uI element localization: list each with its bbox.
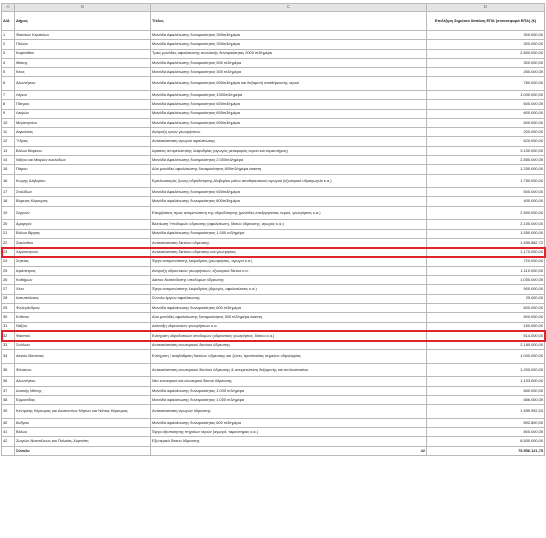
title-cell[interactable]: Διάνοιξη υδρευτικών γεωτρήσεων κ.α. bbox=[151, 322, 427, 331]
title-cell[interactable]: Έργα αντιμετώπισης λειψυδρίας (Αγωγός, αφαλατώσεις κ.α.) bbox=[151, 285, 427, 294]
title-cell[interactable]: Αντικατάσταση αγωγών ύδρευσης bbox=[151, 405, 427, 419]
row-index[interactable]: 24 bbox=[2, 257, 15, 266]
title-cell[interactable]: Μονάδα Αφαλάτωσης δυναμικότητας 500 m3/ημέρα bbox=[151, 58, 427, 67]
title-cell[interactable]: Μονάδα Αφαλάτωσης δυναμικότητας 300 m3/ημέρα bbox=[151, 68, 427, 77]
table-row bbox=[2, 58, 545, 67]
municipality-cell[interactable]: Βόλου bbox=[15, 428, 151, 437]
value-cell[interactable]: 400.000,00 bbox=[427, 197, 545, 206]
title-cell[interactable]: Μονάδα αφαλάτωσης δυναμικότητας 1.000 m3/ημέρα bbox=[151, 396, 427, 405]
municipality-cell[interactable]: Ακτίου Βόνιτσας bbox=[15, 350, 151, 364]
table-row bbox=[2, 248, 545, 257]
table-row bbox=[2, 40, 545, 49]
table-row bbox=[2, 118, 545, 127]
row-index[interactable]: 26 bbox=[2, 276, 15, 285]
municipality-cell[interactable]: Σερρών bbox=[15, 206, 151, 220]
municipality-cell[interactable]: Βόλου Βόρειου bbox=[15, 146, 151, 155]
column-letter-d[interactable]: D bbox=[427, 4, 545, 12]
value-cell[interactable]: 200.000,00 bbox=[427, 128, 545, 137]
title-cell[interactable]: Τρεις μονάδες αφαλάτωσης συνολικής δυναμικότητας 2000 m3/ημέρα bbox=[151, 49, 427, 58]
table-row bbox=[2, 266, 545, 275]
title-cell[interactable]: Ανόρυξη υδρευτικών γεωτρήσεων, εξωτερικό δίκτυο κ.α. bbox=[151, 266, 427, 275]
table-row bbox=[2, 165, 545, 174]
value-cell[interactable]: 1.200.000,00 bbox=[427, 363, 545, 377]
municipality-cell[interactable]: Φαιστών Κερατέων bbox=[15, 31, 151, 40]
table-row bbox=[2, 350, 545, 364]
table-row bbox=[2, 206, 545, 220]
row-index[interactable]: 38 bbox=[2, 396, 15, 405]
municipality-cell[interactable]: Ιεράπετρας bbox=[15, 266, 151, 275]
row-index[interactable]: 6 bbox=[2, 77, 15, 91]
value-cell[interactable]: 2.100.000,00 bbox=[427, 220, 545, 229]
table-row bbox=[2, 418, 545, 427]
title-cell[interactable]: Νέο εσωτερικό και εσωτερικό δίκτυο ύδρευσης bbox=[151, 377, 427, 386]
title-cell[interactable]: Μονάδα Αφαλάτωσης δυναμικότητας 300m3/ημέρα bbox=[151, 31, 427, 40]
row-index[interactable]: 33 bbox=[2, 341, 15, 350]
title-cell[interactable]: Μονάδα Αφαλάτωσης δυναμικότητας 300m3/ημέρα bbox=[151, 40, 427, 49]
row-index[interactable]: 5 bbox=[2, 68, 15, 77]
municipality-cell[interactable]: Φολεγάνδρου bbox=[15, 303, 151, 312]
value-cell[interactable]: 1.110.000,00 bbox=[427, 266, 545, 275]
row-index[interactable]: 13 bbox=[2, 146, 15, 155]
table-row bbox=[2, 313, 545, 322]
row-index[interactable]: 23 bbox=[2, 248, 15, 257]
value-cell[interactable]: 8.500.000,00 bbox=[427, 437, 545, 446]
row-index[interactable]: 7 bbox=[2, 90, 15, 99]
table-row bbox=[2, 428, 545, 437]
value-cell[interactable]: 650.000,00 bbox=[427, 386, 545, 395]
row-index[interactable]: 14 bbox=[2, 156, 15, 165]
value-cell[interactable]: 150.000,00 bbox=[427, 322, 545, 331]
municipality-cell[interactable]: Κύθνου bbox=[15, 313, 151, 322]
value-cell[interactable]: 892.800,00 bbox=[427, 418, 545, 427]
table-row bbox=[2, 285, 545, 294]
title-cell[interactable]: Αντικατάσταση εσωτερικού δικτύου ύδρευσης & αντιμετώπιση δεξαμενής και αντλιοστασίου bbox=[151, 363, 427, 377]
row-index[interactable]: 10 bbox=[2, 118, 15, 127]
municipality-cell[interactable]: Βόλου Βίρρας bbox=[15, 229, 151, 238]
header-index: Α/Α bbox=[2, 12, 15, 31]
value-cell[interactable]: 514.000,00 bbox=[427, 331, 545, 340]
total-value[interactable]: 75.556.121,75 bbox=[427, 446, 545, 456]
table-row bbox=[2, 128, 545, 137]
municipality-cell[interactable]: Ύδρας bbox=[15, 137, 151, 146]
title-cell[interactable]: Μονάδα Αφαλάτωσης δυναμικότητας 1.000 m3/ημέρα bbox=[151, 229, 427, 238]
value-cell[interactable]: 720.000,00 bbox=[427, 257, 545, 266]
municipality-cell[interactable]: Λειψών bbox=[15, 109, 151, 118]
value-cell[interactable]: 2.500.000,00 bbox=[427, 206, 545, 220]
row-index[interactable]: 21 bbox=[2, 229, 15, 238]
value-cell[interactable]: 500.000,00 bbox=[427, 313, 545, 322]
row-index[interactable]: 28 bbox=[2, 294, 15, 303]
municipality-cell[interactable]: Κεντρικής Κέρκυρας και Διαποντίων Νήσων και Νότιας Κέρκυρας bbox=[15, 405, 151, 419]
value-cell[interactable]: 300.000,00 bbox=[427, 31, 545, 40]
municipality-cell[interactable]: Αστυπάλαιας bbox=[15, 294, 151, 303]
municipality-cell[interactable]: Δυτικής Μάνης bbox=[15, 386, 151, 395]
table-row bbox=[2, 363, 545, 377]
title-cell[interactable]: Ενίσχυση / αναβάθμιση δικτύων ύδρευσης και ζώνες προστασίας σημείων υδροληψίας bbox=[151, 350, 427, 364]
table-row bbox=[2, 437, 545, 446]
municipality-cell[interactable]: Άνδρου bbox=[15, 418, 151, 427]
total-count[interactable]: 42 bbox=[151, 446, 427, 456]
table-row bbox=[2, 331, 545, 340]
value-cell[interactable]: 800.000,00 bbox=[427, 428, 545, 437]
title-cell[interactable]: Δράσεις αντιμετώπισης λειψυδρίας (αγωγός μεταφοράς νερού και ταμιευτήρας) bbox=[151, 146, 427, 155]
value-cell[interactable]: 1.000.000,00 bbox=[427, 350, 545, 364]
row-index[interactable]: 29 bbox=[2, 303, 15, 312]
table-row bbox=[2, 174, 545, 188]
title-cell[interactable]: Δύο μονάδες αφαλάτωσης δυναμικότητας 300 m3/ημέρα έκαστη bbox=[151, 313, 427, 322]
value-cell[interactable]: 260.000,00 bbox=[427, 68, 545, 77]
title-cell[interactable]: Αντικατάσταση αγωγού αφαλάτωσης bbox=[151, 137, 427, 146]
table-row bbox=[2, 229, 545, 238]
header-municipality: Δήμος bbox=[15, 12, 151, 31]
table-row bbox=[2, 341, 545, 350]
row-index[interactable]: 16 bbox=[2, 174, 15, 188]
table-row bbox=[2, 146, 545, 155]
title-cell[interactable]: Δίκτυο διασύνδεσης υποδομών ύδρευσης bbox=[151, 276, 427, 285]
table-row bbox=[2, 257, 545, 266]
municipality-cell[interactable]: Αμοργού bbox=[15, 220, 151, 229]
title-cell[interactable]: Μονάδα Αφαλάτωσης δυναμικότητας 600m3/ημέρα bbox=[151, 188, 427, 197]
municipality-cell[interactable]: Αιγιαλείας bbox=[15, 128, 151, 137]
row-index[interactable]: 2 bbox=[2, 40, 15, 49]
row-index[interactable]: 34 bbox=[2, 350, 15, 364]
table-row bbox=[2, 322, 545, 331]
row-index[interactable]: 35 bbox=[2, 363, 15, 377]
table-row bbox=[2, 386, 545, 395]
table-row bbox=[2, 377, 545, 386]
value-cell[interactable]: 1.599.882,72 bbox=[427, 238, 545, 247]
municipality-cell[interactable]: Φαιστού bbox=[15, 331, 151, 340]
row-index[interactable]: 30 bbox=[2, 313, 15, 322]
table-row bbox=[2, 294, 545, 303]
municipality-cell[interactable]: Καρπάθου bbox=[15, 49, 151, 58]
row-index[interactable]: 25 bbox=[2, 266, 15, 275]
municipality-cell[interactable]: Χερσονήσου bbox=[15, 248, 151, 257]
row-index[interactable]: 40 bbox=[2, 418, 15, 427]
row-index[interactable]: 37 bbox=[2, 386, 15, 395]
header-row bbox=[2, 12, 545, 31]
municipality-cell[interactable]: Καθήμων bbox=[15, 276, 151, 285]
value-cell[interactable]: 2.185.000,00 bbox=[427, 341, 545, 350]
table-row bbox=[2, 276, 545, 285]
row-index[interactable]: 42 bbox=[2, 437, 15, 446]
value-cell[interactable]: 500.000,00 bbox=[427, 188, 545, 197]
row-index[interactable]: 3 bbox=[2, 49, 15, 58]
title-cell[interactable]: Αντικατάσταση εσωτερικού δικτύου ύδρευσης bbox=[151, 341, 427, 350]
municipality-cell[interactable]: Ζωγιών-Νεαπόλεως και Πυλαίας-Χορτιάτη bbox=[15, 437, 151, 446]
value-cell[interactable]: 3.100.000,00 bbox=[427, 146, 545, 155]
value-cell[interactable]: 600.000,00 bbox=[427, 100, 545, 109]
value-cell[interactable]: 1.599.992,03 bbox=[427, 405, 545, 419]
row-index[interactable]: 8 bbox=[2, 100, 15, 109]
column-letters-row bbox=[2, 4, 545, 12]
municipality-cell[interactable]: Φιλιατών bbox=[15, 363, 151, 377]
row-index[interactable]: 39 bbox=[2, 405, 15, 419]
title-cell[interactable]: Μονάδα Αφαλάτωσης δυναμικότητας 600m3/ημέρα bbox=[151, 118, 427, 127]
table-row bbox=[2, 137, 545, 146]
municipality-cell[interactable]: Νάξου bbox=[15, 322, 151, 331]
municipality-cell[interactable]: Βόρειας Κέρκυρας bbox=[15, 197, 151, 206]
municipality-cell[interactable]: Κώμης Αλιβερίου bbox=[15, 174, 151, 188]
title-cell[interactable]: Βελτίωση Υποδομών ύδρευσης (αφαλάτωση, δίκτυο ύδρευσης, αγωγός κ.α.) bbox=[151, 220, 427, 229]
value-cell[interactable]: 900.000,00 bbox=[427, 285, 545, 294]
row-index[interactable]: 19 bbox=[2, 206, 15, 220]
title-cell[interactable]: Επεμβάσεις προς αντιμετώπιση της υδροδότησης (μονάδες επεξεργασίας νερού, γεωτρήσεις κ.α.) bbox=[151, 206, 427, 220]
title-cell[interactable]: Σύνολο έργων αφαλάτωσης bbox=[151, 294, 427, 303]
municipality-cell[interactable]: Μεγανησίου bbox=[15, 118, 151, 127]
column-letter-a[interactable]: A bbox=[2, 4, 15, 12]
municipality-cell[interactable]: Αλοννήσου bbox=[15, 77, 151, 91]
title-cell[interactable]: Μονάδα Αφαλάτωσης δυναμικότητας 600m3/ημέρα bbox=[151, 109, 427, 118]
title-cell[interactable]: Μονάδα αφαλάτωσης δυναμικότητας 600 m3/ημέρα bbox=[151, 303, 427, 312]
row-index[interactable]: 12 bbox=[2, 137, 15, 146]
row-index[interactable]: 18 bbox=[2, 197, 15, 206]
value-cell[interactable]: 25.000,00 bbox=[427, 294, 545, 303]
table-row bbox=[2, 31, 545, 40]
table-row bbox=[2, 405, 545, 419]
value-cell[interactable]: 600.000,00 bbox=[427, 303, 545, 312]
title-cell[interactable]: Μονάδα αφαλάτωσης δυναμικότητας 1.000 m3/ημέρα bbox=[151, 386, 427, 395]
title-cell[interactable]: Εμπλουτισμός ζώνης υδροδότησης Αλιβερίου μέσω αποθηκευτικού αγωγού (εξωτερικό υδραγωγείο κ.α.) bbox=[151, 174, 427, 188]
title-cell[interactable]: Έργα αντιμετώπισης λειψυδρίας (γεωτρήσεις, αγωγοί κ.α.) bbox=[151, 257, 427, 266]
title-cell[interactable]: Μονάδα Αφαλάτωσης δυναμικότητας 600m3/ημέρα και δεξαμενή αποθήκευσης νερού bbox=[151, 77, 427, 91]
value-cell[interactable]: 1.000.000,00 bbox=[427, 276, 545, 285]
value-cell[interactable]: 1.103.000,00 bbox=[427, 377, 545, 386]
title-cell[interactable]: Δύο μονάδες αφαλάτωσης δυναμικότητας 600m3/ημέρα έκαστη bbox=[151, 165, 427, 174]
title-cell[interactable]: Μονάδα αφαλάτωσης δυναμικότητας 600 m3/ημέρα bbox=[151, 418, 427, 427]
value-cell[interactable]: 2.850.000,00 bbox=[427, 156, 545, 165]
total-label[interactable]: Σύνολο bbox=[15, 446, 151, 456]
row-index[interactable]: 17 bbox=[2, 188, 15, 197]
header-title: Τίτλος bbox=[151, 12, 427, 31]
value-cell[interactable]: 300.000,00 bbox=[427, 58, 545, 67]
value-cell[interactable]: 300.000,00 bbox=[427, 40, 545, 49]
title-cell[interactable]: Έργα αξιοποίησης πηγαίων νερών (αγωγοί, ταμιευτήρας κ.α.) bbox=[151, 428, 427, 437]
table-row bbox=[2, 100, 545, 109]
municipality-cell[interactable]: Νάξου και Μικρών κυκλάδων bbox=[15, 156, 151, 165]
row-index[interactable]: 9 bbox=[2, 109, 15, 118]
municipality-cell[interactable]: Σούλιου bbox=[15, 341, 151, 350]
value-cell[interactable]: 686.000,00 bbox=[427, 396, 545, 405]
header-value: Επιλέξιμη δημόσια δαπάνη ΕΠΑ (συνεισφορά ΕΠΑ) (€) bbox=[427, 12, 545, 31]
title-cell[interactable]: Ανόρυξη τριών γεωτρήσεων bbox=[151, 128, 427, 137]
column-letter-c[interactable]: C bbox=[151, 4, 427, 12]
municipality-cell[interactable]: Πάρου bbox=[15, 165, 151, 174]
title-cell[interactable]: Μονάδα Αφαλάτωσης δυναμικότητας 600m3/ημέρα bbox=[151, 100, 427, 109]
value-cell[interactable]: 1.550.000,00 bbox=[427, 229, 545, 238]
table-row bbox=[2, 77, 545, 91]
value-cell[interactable]: 600.000,00 bbox=[427, 109, 545, 118]
funding-table bbox=[1, 3, 545, 456]
title-cell[interactable]: Εξωτερικό δίκτυο ύδρευσης bbox=[151, 437, 427, 446]
total-row bbox=[2, 446, 545, 456]
value-cell[interactable]: 1.170.000,00 bbox=[427, 248, 545, 257]
value-cell[interactable]: 600.000,00 bbox=[427, 118, 545, 127]
row-index[interactable]: 31 bbox=[2, 322, 15, 331]
municipality-cell[interactable]: Ερμιονίδας bbox=[15, 396, 151, 405]
municipality-cell[interactable]: Πυλών bbox=[15, 40, 151, 49]
value-cell[interactable]: 2.800.000,00 bbox=[427, 49, 545, 58]
table-row bbox=[2, 303, 545, 312]
municipality-cell[interactable]: Αλοννήσου bbox=[15, 377, 151, 386]
municipality-cell[interactable]: Ζακύνθου bbox=[15, 238, 151, 247]
title-cell[interactable]: Αντικατάσταση δικτύου ύδρευσης bbox=[151, 238, 427, 247]
row-index[interactable]: 41 bbox=[2, 428, 15, 437]
table-row bbox=[2, 109, 545, 118]
municipality-cell[interactable]: Χίου bbox=[15, 285, 151, 294]
table-row bbox=[2, 238, 545, 247]
value-cell[interactable]: 620.000,00 bbox=[427, 137, 545, 146]
municipality-cell[interactable]: Λέρου bbox=[15, 90, 151, 99]
table-row bbox=[2, 156, 545, 165]
table-row bbox=[2, 220, 545, 229]
title-cell[interactable]: Μονάδα αφαλάτωσης δυναμικότητας 600m3/ημέρα bbox=[151, 197, 427, 206]
title-cell[interactable]: Μονάδα Αφαλάτωσης δυναμικότητας 2.000m3/ημέρα bbox=[151, 156, 427, 165]
row-index[interactable]: 15 bbox=[2, 165, 15, 174]
value-cell[interactable]: 1.000.000,00 bbox=[427, 90, 545, 99]
column-letter-b[interactable]: B bbox=[15, 4, 151, 12]
table-row bbox=[2, 188, 545, 197]
value-cell[interactable]: 780.000,00 bbox=[427, 77, 545, 91]
table-row bbox=[2, 49, 545, 58]
value-cell[interactable]: 1.750.000,00 bbox=[427, 174, 545, 188]
table-row bbox=[2, 90, 545, 99]
value-cell[interactable]: 1.200.000,00 bbox=[427, 165, 545, 174]
title-cell[interactable]: Μονάδα Αφαλάτωσης δυναμικότητας 1000m3/ημέρα bbox=[151, 90, 427, 99]
row-index[interactable]: 27 bbox=[2, 285, 15, 294]
row-index[interactable]: 22 bbox=[2, 238, 15, 247]
table-row bbox=[2, 197, 545, 206]
row-index[interactable]: 4 bbox=[2, 58, 15, 67]
row-index[interactable]: 20 bbox=[2, 220, 15, 229]
title-cell[interactable]: Ενίσχυση υδροδοτικών υποδομών (υδρευτικές γεωτρήσεις, δίκτυο κ.α.) bbox=[151, 331, 427, 340]
municipality-cell[interactable]: Πάτμου bbox=[15, 100, 151, 109]
municipality-cell[interactable]: Στυλίδων bbox=[15, 188, 151, 197]
row-index[interactable]: 36 bbox=[2, 377, 15, 386]
table-row bbox=[2, 68, 545, 77]
table-row bbox=[2, 396, 545, 405]
title-cell[interactable]: Αντικατάσταση δικτύου ύδρευσης και γεωτρήσεις bbox=[151, 248, 427, 257]
total-index-cell[interactable] bbox=[2, 446, 15, 456]
table-body bbox=[2, 31, 545, 456]
row-index[interactable]: 11 bbox=[2, 128, 15, 137]
row-index[interactable]: 32 bbox=[2, 331, 15, 340]
row-index[interactable]: 1 bbox=[2, 31, 15, 40]
municipality-cell[interactable]: Σητείας bbox=[15, 257, 151, 266]
municipality-cell[interactable]: Ιθάκης bbox=[15, 58, 151, 67]
municipality-cell[interactable]: Κέας bbox=[15, 68, 151, 77]
